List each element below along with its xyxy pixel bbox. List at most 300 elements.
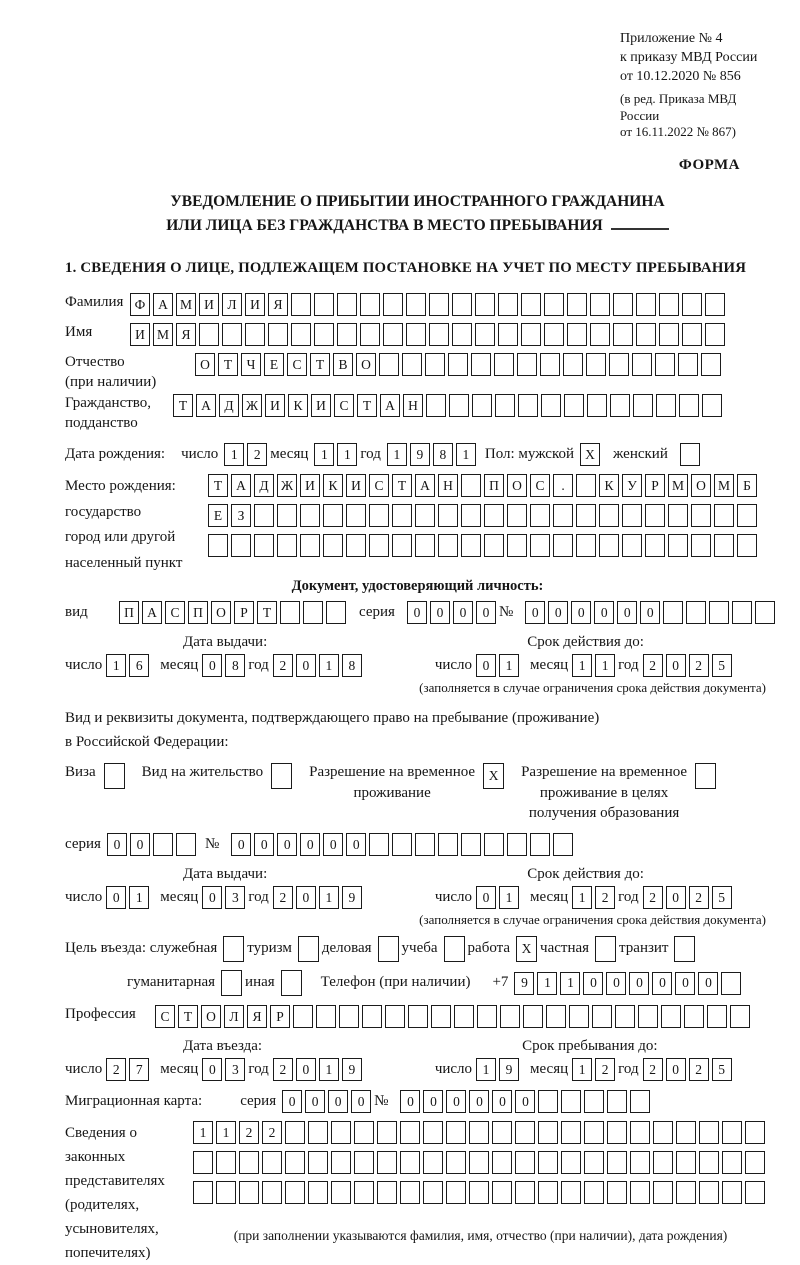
form-cell[interactable] <box>239 1151 259 1174</box>
form-cell[interactable]: 0 <box>698 972 718 995</box>
form-cell[interactable] <box>402 353 422 376</box>
form-cell[interactable]: Н <box>438 474 458 497</box>
form-cell[interactable]: О <box>356 353 376 376</box>
form-cell[interactable] <box>630 1181 650 1204</box>
form-cell[interactable] <box>653 1181 673 1204</box>
form-cell[interactable]: М <box>153 323 173 346</box>
form-cell[interactable] <box>222 323 242 346</box>
form-cell[interactable] <box>632 353 652 376</box>
form-cell[interactable] <box>277 504 297 527</box>
form-cell[interactable]: В <box>333 353 353 376</box>
form-cell[interactable] <box>369 534 389 557</box>
form-cell[interactable] <box>538 1090 558 1113</box>
form-cell[interactable] <box>239 1181 259 1204</box>
form-cell[interactable]: 0 <box>583 972 603 995</box>
form-cell[interactable] <box>377 1121 397 1144</box>
form-cell[interactable] <box>705 323 725 346</box>
form-cell[interactable] <box>702 394 722 417</box>
form-cell[interactable]: Я <box>247 1005 267 1028</box>
form-cell[interactable]: 1 <box>319 1058 339 1081</box>
form-cell[interactable]: 1 <box>456 443 476 466</box>
form-cell[interactable]: Т <box>310 353 330 376</box>
form-cell[interactable] <box>360 323 380 346</box>
form-cell[interactable]: 8 <box>433 443 453 466</box>
form-cell[interactable] <box>695 763 716 789</box>
form-cell[interactable] <box>615 1005 635 1028</box>
form-cell[interactable]: Ч <box>241 353 261 376</box>
form-cell[interactable] <box>730 1005 750 1028</box>
form-cell[interactable] <box>645 504 665 527</box>
form-cell[interactable]: 0 <box>594 601 614 624</box>
form-cell[interactable] <box>584 1090 604 1113</box>
form-cell[interactable] <box>737 504 757 527</box>
form-cell[interactable]: 2 <box>643 1058 663 1081</box>
form-cell[interactable] <box>530 504 550 527</box>
form-cell[interactable]: 2 <box>273 1058 293 1081</box>
form-cell[interactable]: И <box>311 394 331 417</box>
form-cell[interactable] <box>285 1151 305 1174</box>
form-cell[interactable] <box>599 504 619 527</box>
form-cell[interactable] <box>653 1151 673 1174</box>
form-cell[interactable] <box>425 353 445 376</box>
form-cell[interactable]: 8 <box>225 654 245 677</box>
form-cell[interactable] <box>498 293 518 316</box>
form-cell[interactable]: 1 <box>572 886 592 909</box>
form-cell[interactable] <box>544 293 564 316</box>
form-cell[interactable] <box>584 1181 604 1204</box>
form-cell[interactable] <box>281 970 302 996</box>
form-cell[interactable]: А <box>380 394 400 417</box>
form-cell[interactable] <box>303 601 323 624</box>
form-cell[interactable]: З <box>231 504 251 527</box>
form-cell[interactable] <box>300 534 320 557</box>
form-cell[interactable]: 2 <box>595 886 615 909</box>
form-cell[interactable]: 1 <box>129 886 149 909</box>
form-cell[interactable] <box>540 353 560 376</box>
form-cell[interactable] <box>655 353 675 376</box>
form-cell[interactable]: 2 <box>247 443 267 466</box>
form-cell[interactable] <box>438 534 458 557</box>
form-cell[interactable] <box>521 323 541 346</box>
form-cell[interactable] <box>406 323 426 346</box>
form-cell[interactable]: X <box>516 936 537 962</box>
form-cell[interactable]: 0 <box>277 833 297 856</box>
form-cell[interactable]: 2 <box>239 1121 259 1144</box>
form-cell[interactable] <box>298 936 319 962</box>
form-cell[interactable]: А <box>196 394 216 417</box>
form-cell[interactable] <box>199 323 219 346</box>
form-cell[interactable]: 3 <box>225 886 245 909</box>
form-cell[interactable]: С <box>155 1005 175 1028</box>
form-cell[interactable] <box>561 1181 581 1204</box>
form-cell[interactable]: 9 <box>410 443 430 466</box>
form-cell[interactable] <box>277 534 297 557</box>
form-cell[interactable]: 1 <box>572 1058 592 1081</box>
form-cell[interactable] <box>515 1151 535 1174</box>
form-cell[interactable] <box>680 443 700 466</box>
form-cell[interactable]: 0 <box>469 1090 489 1113</box>
form-cell[interactable] <box>755 601 775 624</box>
form-cell[interactable] <box>400 1121 420 1144</box>
form-cell[interactable] <box>622 504 642 527</box>
form-cell[interactable] <box>438 504 458 527</box>
form-cell[interactable] <box>515 1181 535 1204</box>
form-cell[interactable] <box>705 293 725 316</box>
form-cell[interactable] <box>714 504 734 527</box>
form-cell[interactable] <box>323 534 343 557</box>
form-cell[interactable] <box>471 353 491 376</box>
form-cell[interactable] <box>663 601 683 624</box>
form-cell[interactable]: 3 <box>225 1058 245 1081</box>
form-cell[interactable] <box>484 833 504 856</box>
form-cell[interactable]: П <box>188 601 208 624</box>
form-cell[interactable]: Т <box>208 474 228 497</box>
form-cell[interactable]: 0 <box>351 1090 371 1113</box>
form-cell[interactable]: 2 <box>643 886 663 909</box>
form-cell[interactable]: Т <box>392 474 412 497</box>
form-cell[interactable]: 1 <box>537 972 557 995</box>
form-cell[interactable] <box>369 833 389 856</box>
form-cell[interactable] <box>245 323 265 346</box>
form-cell[interactable]: И <box>265 394 285 417</box>
form-cell[interactable] <box>354 1181 374 1204</box>
form-cell[interactable]: 1 <box>193 1121 213 1144</box>
form-cell[interactable] <box>498 323 518 346</box>
form-cell[interactable]: 0 <box>476 654 496 677</box>
form-cell[interactable] <box>638 1005 658 1028</box>
form-cell[interactable]: Д <box>219 394 239 417</box>
form-cell[interactable] <box>449 394 469 417</box>
form-cell[interactable] <box>415 504 435 527</box>
form-cell[interactable] <box>500 1005 520 1028</box>
form-cell[interactable] <box>607 1151 627 1174</box>
form-cell[interactable] <box>354 1121 374 1144</box>
form-cell[interactable] <box>262 1151 282 1174</box>
form-cell[interactable] <box>472 394 492 417</box>
form-cell[interactable] <box>684 1005 704 1028</box>
form-cell[interactable] <box>722 1151 742 1174</box>
form-cell[interactable] <box>429 293 449 316</box>
form-cell[interactable]: 0 <box>130 833 150 856</box>
form-cell[interactable] <box>569 1005 589 1028</box>
form-cell[interactable]: Я <box>268 293 288 316</box>
form-cell[interactable]: 9 <box>514 972 534 995</box>
form-cell[interactable] <box>630 1090 650 1113</box>
form-cell[interactable] <box>262 1181 282 1204</box>
form-cell[interactable]: 0 <box>476 886 496 909</box>
form-cell[interactable]: 9 <box>342 886 362 909</box>
form-cell[interactable]: 9 <box>342 1058 362 1081</box>
form-cell[interactable]: О <box>507 474 527 497</box>
form-cell[interactable]: Е <box>264 353 284 376</box>
form-cell[interactable] <box>553 534 573 557</box>
form-cell[interactable]: 1 <box>476 1058 496 1081</box>
form-cell[interactable] <box>636 293 656 316</box>
form-cell[interactable]: 0 <box>476 601 496 624</box>
form-cell[interactable]: 0 <box>666 654 686 677</box>
form-cell[interactable] <box>469 1151 489 1174</box>
form-cell[interactable] <box>383 293 403 316</box>
form-cell[interactable] <box>699 1181 719 1204</box>
form-cell[interactable] <box>587 394 607 417</box>
form-cell[interactable] <box>383 323 403 346</box>
form-cell[interactable]: Ж <box>277 474 297 497</box>
form-cell[interactable] <box>538 1151 558 1174</box>
form-cell[interactable]: С <box>287 353 307 376</box>
form-cell[interactable] <box>446 1151 466 1174</box>
form-cell[interactable] <box>538 1121 558 1144</box>
form-cell[interactable]: 0 <box>106 886 126 909</box>
form-cell[interactable]: 0 <box>346 833 366 856</box>
form-cell[interactable] <box>507 534 527 557</box>
form-cell[interactable]: 0 <box>202 654 222 677</box>
form-cell[interactable]: А <box>415 474 435 497</box>
form-cell[interactable] <box>193 1181 213 1204</box>
form-cell[interactable] <box>346 504 366 527</box>
form-cell[interactable] <box>354 1151 374 1174</box>
form-cell[interactable] <box>316 1005 336 1028</box>
form-cell[interactable]: 0 <box>296 1058 316 1081</box>
form-cell[interactable] <box>732 601 752 624</box>
form-cell[interactable]: 0 <box>231 833 251 856</box>
form-cell[interactable]: Ф <box>130 293 150 316</box>
form-cell[interactable]: 5 <box>712 886 732 909</box>
form-cell[interactable] <box>193 1151 213 1174</box>
form-cell[interactable] <box>674 936 695 962</box>
form-cell[interactable]: 0 <box>666 886 686 909</box>
form-cell[interactable]: 0 <box>282 1090 302 1113</box>
form-cell[interactable] <box>280 601 300 624</box>
form-cell[interactable] <box>438 833 458 856</box>
form-cell[interactable] <box>423 1121 443 1144</box>
form-cell[interactable] <box>656 394 676 417</box>
form-cell[interactable]: О <box>211 601 231 624</box>
form-cell[interactable]: П <box>484 474 504 497</box>
form-cell[interactable] <box>523 1005 543 1028</box>
form-cell[interactable]: 0 <box>407 601 427 624</box>
form-cell[interactable] <box>609 353 629 376</box>
form-cell[interactable] <box>676 1181 696 1204</box>
form-cell[interactable]: 0 <box>400 1090 420 1113</box>
form-cell[interactable]: 1 <box>319 654 339 677</box>
form-cell[interactable] <box>331 1151 351 1174</box>
form-cell[interactable] <box>448 353 468 376</box>
form-cell[interactable]: Л <box>224 1005 244 1028</box>
form-cell[interactable] <box>586 353 606 376</box>
form-cell[interactable] <box>567 323 587 346</box>
form-cell[interactable] <box>426 394 446 417</box>
form-cell[interactable]: Т <box>173 394 193 417</box>
form-cell[interactable] <box>679 394 699 417</box>
form-cell[interactable] <box>722 1121 742 1144</box>
form-cell[interactable] <box>446 1121 466 1144</box>
form-cell[interactable] <box>521 293 541 316</box>
form-cell[interactable] <box>360 293 380 316</box>
form-cell[interactable]: О <box>195 353 215 376</box>
form-cell[interactable] <box>308 1121 328 1144</box>
form-cell[interactable] <box>429 323 449 346</box>
form-cell[interactable] <box>377 1181 397 1204</box>
form-cell[interactable]: 1 <box>314 443 334 466</box>
form-cell[interactable] <box>469 1181 489 1204</box>
form-cell[interactable] <box>337 293 357 316</box>
form-cell[interactable]: 5 <box>712 654 732 677</box>
form-cell[interactable]: 6 <box>129 654 149 677</box>
form-cell[interactable]: И <box>245 293 265 316</box>
form-cell[interactable] <box>682 293 702 316</box>
form-cell[interactable] <box>699 1121 719 1144</box>
form-cell[interactable] <box>561 1090 581 1113</box>
form-cell[interactable] <box>538 1181 558 1204</box>
form-cell[interactable] <box>622 534 642 557</box>
form-cell[interactable] <box>475 293 495 316</box>
form-cell[interactable]: 0 <box>492 1090 512 1113</box>
form-cell[interactable]: 0 <box>305 1090 325 1113</box>
form-cell[interactable] <box>599 534 619 557</box>
form-cell[interactable] <box>707 1005 727 1028</box>
form-cell[interactable] <box>701 353 721 376</box>
form-cell[interactable]: 2 <box>273 654 293 677</box>
form-cell[interactable]: 0 <box>300 833 320 856</box>
form-cell[interactable] <box>721 972 741 995</box>
form-cell[interactable] <box>308 1181 328 1204</box>
form-cell[interactable] <box>400 1151 420 1174</box>
form-cell[interactable] <box>495 394 515 417</box>
form-cell[interactable] <box>668 534 688 557</box>
form-cell[interactable]: Б <box>737 474 757 497</box>
form-cell[interactable] <box>590 323 610 346</box>
form-cell[interactable] <box>216 1151 236 1174</box>
form-cell[interactable] <box>484 534 504 557</box>
form-cell[interactable] <box>584 1151 604 1174</box>
form-cell[interactable]: О <box>691 474 711 497</box>
form-cell[interactable] <box>208 534 228 557</box>
form-cell[interactable]: 1 <box>595 654 615 677</box>
form-cell[interactable]: А <box>142 601 162 624</box>
form-cell[interactable] <box>254 534 274 557</box>
form-cell[interactable] <box>722 1181 742 1204</box>
form-cell[interactable] <box>630 1151 650 1174</box>
form-cell[interactable] <box>613 323 633 346</box>
form-cell[interactable] <box>691 534 711 557</box>
form-cell[interactable] <box>592 1005 612 1028</box>
form-cell[interactable] <box>492 1151 512 1174</box>
form-cell[interactable] <box>293 1005 313 1028</box>
form-cell[interactable] <box>691 504 711 527</box>
form-cell[interactable] <box>576 534 596 557</box>
form-cell[interactable] <box>530 833 550 856</box>
form-cell[interactable] <box>561 1151 581 1174</box>
form-cell[interactable] <box>699 1151 719 1174</box>
form-cell[interactable] <box>254 504 274 527</box>
form-cell[interactable] <box>291 323 311 346</box>
form-cell[interactable] <box>492 1121 512 1144</box>
form-cell[interactable]: О <box>201 1005 221 1028</box>
form-cell[interactable]: 0 <box>548 601 568 624</box>
form-cell[interactable]: 7 <box>129 1058 149 1081</box>
form-cell[interactable] <box>415 534 435 557</box>
form-cell[interactable] <box>653 1121 673 1144</box>
form-cell[interactable] <box>607 1090 627 1113</box>
form-cell[interactable] <box>221 970 242 996</box>
form-cell[interactable]: С <box>369 474 389 497</box>
form-cell[interactable] <box>530 534 550 557</box>
form-cell[interactable] <box>400 1181 420 1204</box>
form-cell[interactable] <box>661 1005 681 1028</box>
form-cell[interactable]: С <box>334 394 354 417</box>
form-cell[interactable]: Р <box>645 474 665 497</box>
form-cell[interactable] <box>676 1121 696 1144</box>
form-cell[interactable]: Р <box>234 601 254 624</box>
form-cell[interactable]: 2 <box>643 654 663 677</box>
form-cell[interactable]: Ж <box>242 394 262 417</box>
form-cell[interactable]: У <box>622 474 642 497</box>
form-cell[interactable] <box>326 601 346 624</box>
form-cell[interactable]: 0 <box>296 886 316 909</box>
form-cell[interactable]: И <box>346 474 366 497</box>
form-cell[interactable]: Т <box>257 601 277 624</box>
form-cell[interactable] <box>362 1005 382 1028</box>
form-cell[interactable] <box>452 293 472 316</box>
form-cell[interactable]: И <box>199 293 219 316</box>
form-cell[interactable] <box>153 833 173 856</box>
form-cell[interactable] <box>564 394 584 417</box>
form-cell[interactable]: Т <box>357 394 377 417</box>
form-cell[interactable] <box>484 504 504 527</box>
form-cell[interactable] <box>392 504 412 527</box>
form-cell[interactable] <box>494 353 514 376</box>
form-cell[interactable] <box>314 293 334 316</box>
form-cell[interactable] <box>308 1151 328 1174</box>
form-cell[interactable] <box>461 534 481 557</box>
form-cell[interactable]: Е <box>208 504 228 527</box>
form-cell[interactable]: 0 <box>328 1090 348 1113</box>
form-cell[interactable] <box>686 601 706 624</box>
form-cell[interactable] <box>515 1121 535 1144</box>
form-cell[interactable]: 0 <box>606 972 626 995</box>
form-cell[interactable]: 0 <box>453 601 473 624</box>
form-cell[interactable]: И <box>130 323 150 346</box>
form-cell[interactable] <box>461 504 481 527</box>
form-cell[interactable]: И <box>300 474 320 497</box>
form-cell[interactable] <box>431 1005 451 1028</box>
form-cell[interactable]: К <box>288 394 308 417</box>
form-cell[interactable]: 0 <box>629 972 649 995</box>
form-cell[interactable] <box>595 936 616 962</box>
form-cell[interactable] <box>563 353 583 376</box>
form-cell[interactable]: 1 <box>499 886 519 909</box>
form-cell[interactable]: 1 <box>560 972 580 995</box>
form-cell[interactable]: 0 <box>640 601 660 624</box>
form-cell[interactable] <box>645 534 665 557</box>
form-cell[interactable]: М <box>668 474 688 497</box>
form-cell[interactable]: 9 <box>499 1058 519 1081</box>
form-cell[interactable] <box>517 353 537 376</box>
form-cell[interactable] <box>546 1005 566 1028</box>
form-cell[interactable]: 1 <box>319 886 339 909</box>
form-cell[interactable]: Д <box>254 474 274 497</box>
form-cell[interactable]: 1 <box>224 443 244 466</box>
form-cell[interactable] <box>659 293 679 316</box>
form-cell[interactable]: . <box>553 474 573 497</box>
form-cell[interactable] <box>607 1121 627 1144</box>
form-cell[interactable] <box>323 504 343 527</box>
form-cell[interactable]: К <box>599 474 619 497</box>
form-cell[interactable] <box>507 504 527 527</box>
form-cell[interactable]: X <box>580 443 600 466</box>
form-cell[interactable] <box>469 1121 489 1144</box>
form-cell[interactable]: 5 <box>712 1058 732 1081</box>
